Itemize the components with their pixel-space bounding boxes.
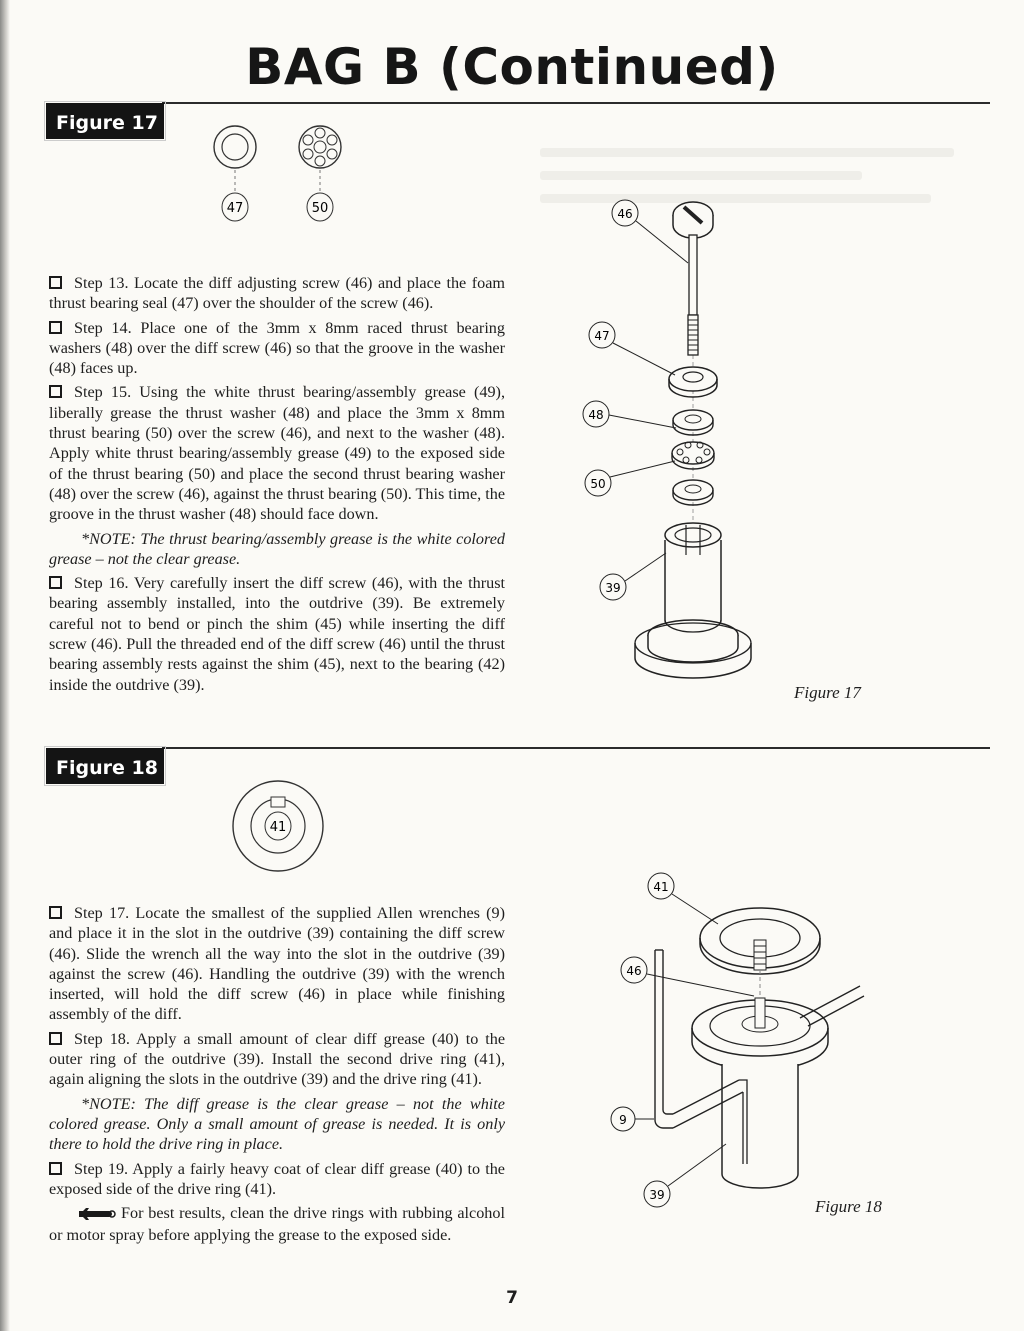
- step-13: Step 13. Locate the diff adjusting screw (46) and place the foam thrust bearing seal (47) over the shoulder of the screw (46).: [49, 274, 505, 313]
- callout-50: [585, 461, 675, 496]
- step-14-checkbox[interactable]: [49, 321, 62, 334]
- figure-17-steps: [49, 273, 505, 699]
- callout-41: [648, 873, 718, 924]
- figure-17-badge: Figure 17: [46, 103, 164, 139]
- section-rule-figure-18: [162, 747, 990, 749]
- part-47-seal-icon: [214, 126, 256, 168]
- callout-48: [583, 401, 676, 428]
- svg-text:46: 46: [617, 207, 633, 221]
- callout-39: [600, 553, 666, 600]
- svg-text:39: 39: [605, 581, 621, 595]
- figure-17-parts-preview: [200, 120, 360, 230]
- step-16: Step 16. Very carefully insert the diff screw (46), with the thrust bearing assembly installed, into the outdrive (39). Be extremely careful not to bend or pinch the shim (45) while inserting the diff screw (46). Pull the threaded end of the diff screw (46) until the thrust bearing assembly rests against the shim (45), next to the bearing (42) inside the outdrive (39).: [49, 574, 505, 694]
- figure-18-note: *NOTE: The diff grease is the clear grease – not the white colored grease. Only a small amount of grease is needed. It is only there to hold the drive ring in place.: [49, 1094, 505, 1154]
- step-19: Step 19. Apply a fairly heavy coat of clear diff grease (40) to the exposed side of the drive ring (41).: [49, 1159, 505, 1198]
- tip-paragraph: For best results, clean the drive rings with rubbing alcohol or motor spray before applying the grease to the exposed side.: [49, 1204, 505, 1244]
- svg-text:39: 39: [649, 1188, 665, 1202]
- svg-text:47: 47: [594, 329, 610, 343]
- step-15-checkbox[interactable]: [49, 385, 62, 398]
- step-18: Step 18. Apply a small amount of clear diff grease (40) to the outer ring of the outdrive (39). Install the second drive ring (41), again aligning the slots in the outdrive (39) and the drive ring (41).: [49, 1029, 505, 1089]
- figure-17-note: *NOTE: The thrust bearing/assembly grease is the white colored grease – not the clear grease.: [49, 529, 505, 568]
- step-15: Step 15. Using the white thrust bearing/assembly grease (49), liberally grease the thrust washer (48) and place the 3mm x 8mm thrust bearing (50) over the screw (46), and next to the washer (48). Apply white thrust bearing/assembly grease (49) to the exposed side of the thrust bearing (50) and place the second thrust bearing washer (48) over the screw (46), against the thrust bearing (50). This time, the groove in the thrust washer (48) should face down.: [49, 383, 505, 524]
- step-16-checkbox[interactable]: [49, 576, 62, 589]
- step-17-checkbox[interactable]: [49, 906, 62, 919]
- thrust-washer-48-drawing: [673, 410, 713, 435]
- section-rule-figure-17: [162, 102, 990, 104]
- step-18-checkbox[interactable]: [49, 1032, 62, 1045]
- svg-text:41: 41: [653, 880, 669, 894]
- step-14: Step 14. Place one of the 3mm x 8mm raced thrust bearing washers (48) over the diff screw (46) so that the groove in the washer (48) faces up.: [49, 318, 505, 378]
- diff-screw-46-drawing: [673, 202, 713, 355]
- figure-17-exploded-diagram: [580, 195, 800, 705]
- callout-9: [611, 1107, 654, 1131]
- figure-18-steps: [49, 903, 505, 1249]
- part-50-bearing-icon: [299, 126, 341, 168]
- thrust-washer-48b-drawing: [673, 480, 713, 505]
- page-title: BAG B (Continued): [245, 38, 779, 96]
- page-number: 7: [506, 1288, 518, 1308]
- step-17: Step 17. Locate the smallest of the supplied Allen wrenches (9) and place it in the slot in the outdrive (39) containing the diff screw (46). Slide the wrench all the way into the slot in the outdrive (39) against the screw (46). Handling the outdrive (39) with the wrench inserted, will hold the diff screw (46) in place while finishing assembly of the diff.: [49, 904, 505, 1024]
- part-label-41: 41: [269, 820, 287, 835]
- figure-18-caption: Figure 18: [815, 1197, 882, 1216]
- svg-text:9: 9: [619, 1113, 627, 1127]
- wrench-icon: [79, 1204, 115, 1224]
- step-19-checkbox[interactable]: [49, 1162, 62, 1175]
- figure-18-assembly-diagram: [600, 868, 860, 1208]
- drive-ring-41-drawing: [700, 908, 820, 974]
- page-spine-shadow: [0, 0, 10, 1331]
- part-label-50: 50: [311, 201, 329, 216]
- callout-39: [644, 1144, 726, 1207]
- svg-text:50: 50: [590, 477, 606, 491]
- figure-18-badge: Figure 18: [46, 748, 164, 784]
- outdrive-39-drawing: [635, 523, 751, 678]
- callout-47: [589, 322, 675, 375]
- svg-text:46: 46: [626, 964, 642, 978]
- figure-17-caption: Figure 17: [794, 683, 861, 702]
- svg-text:48: 48: [588, 408, 604, 422]
- part-41-drive-ring-icon: [233, 781, 323, 871]
- part-label-47: 47: [226, 201, 244, 216]
- figure-18-parts-preview: [228, 780, 328, 875]
- step-13-checkbox[interactable]: [49, 276, 62, 289]
- thrust-bearing-50-drawing: [672, 442, 714, 469]
